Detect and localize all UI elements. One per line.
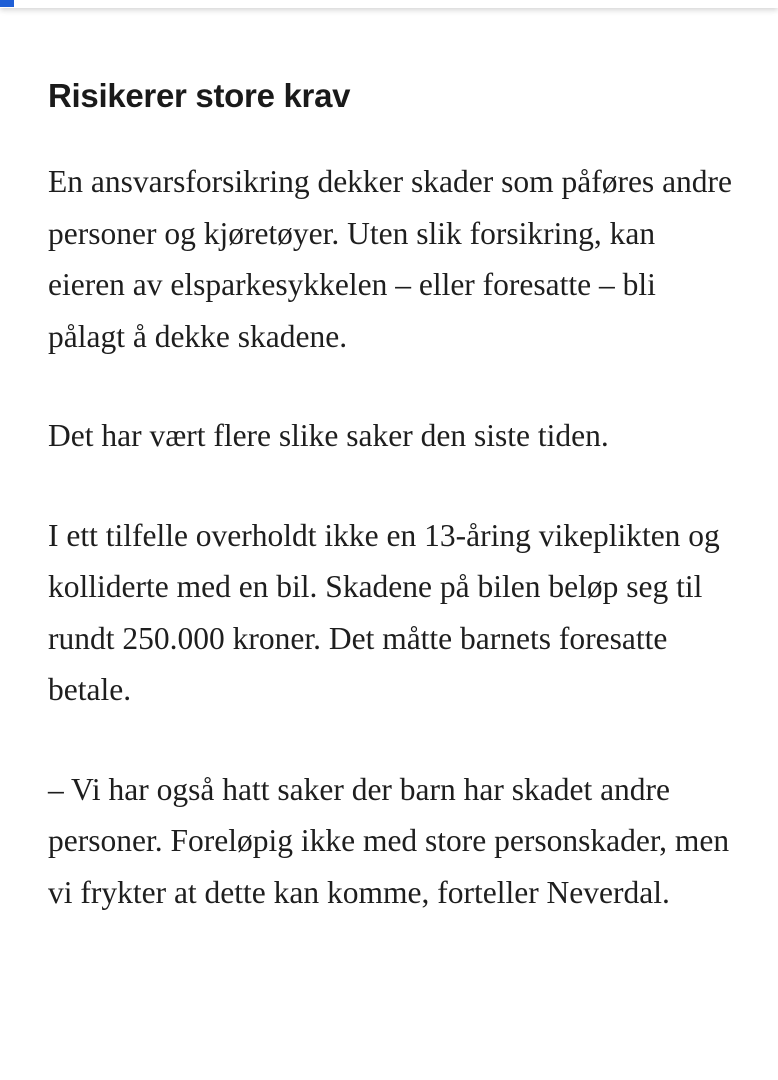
- paragraph-example: I ett tilfelle overholdt ikke en 13-åring vikeplikten og kolliderte med en bil. Skadene på bilen beløp seg til rundt 250.000 kroner. Det måtte barnets foresatte betale.: [48, 517, 720, 707]
- top-accent-indicator: [0, 0, 14, 7]
- paragraph-cases: Det har vært flere slike saker den siste tiden.: [48, 418, 609, 453]
- paragraph-insurance: En ansvarsforsikring dekker skader som påføres andre personer og kjøretøyer. Uten slik forsikring, kan eieren av elsparkesykkelen – eller foresatte – bli pålagt å dekke skadene.: [48, 164, 733, 354]
- top-bar: [0, 0, 778, 8]
- article-body: [48, 74, 738, 918]
- section-heading: Risikerer store krav: [48, 77, 351, 114]
- paragraph-quote: – Vi har også hatt saker der barn har skadet andre personer. Foreløpig ikke med store personskader, men vi frykter at dette kan komme, forteller Neverdal.: [48, 771, 730, 910]
